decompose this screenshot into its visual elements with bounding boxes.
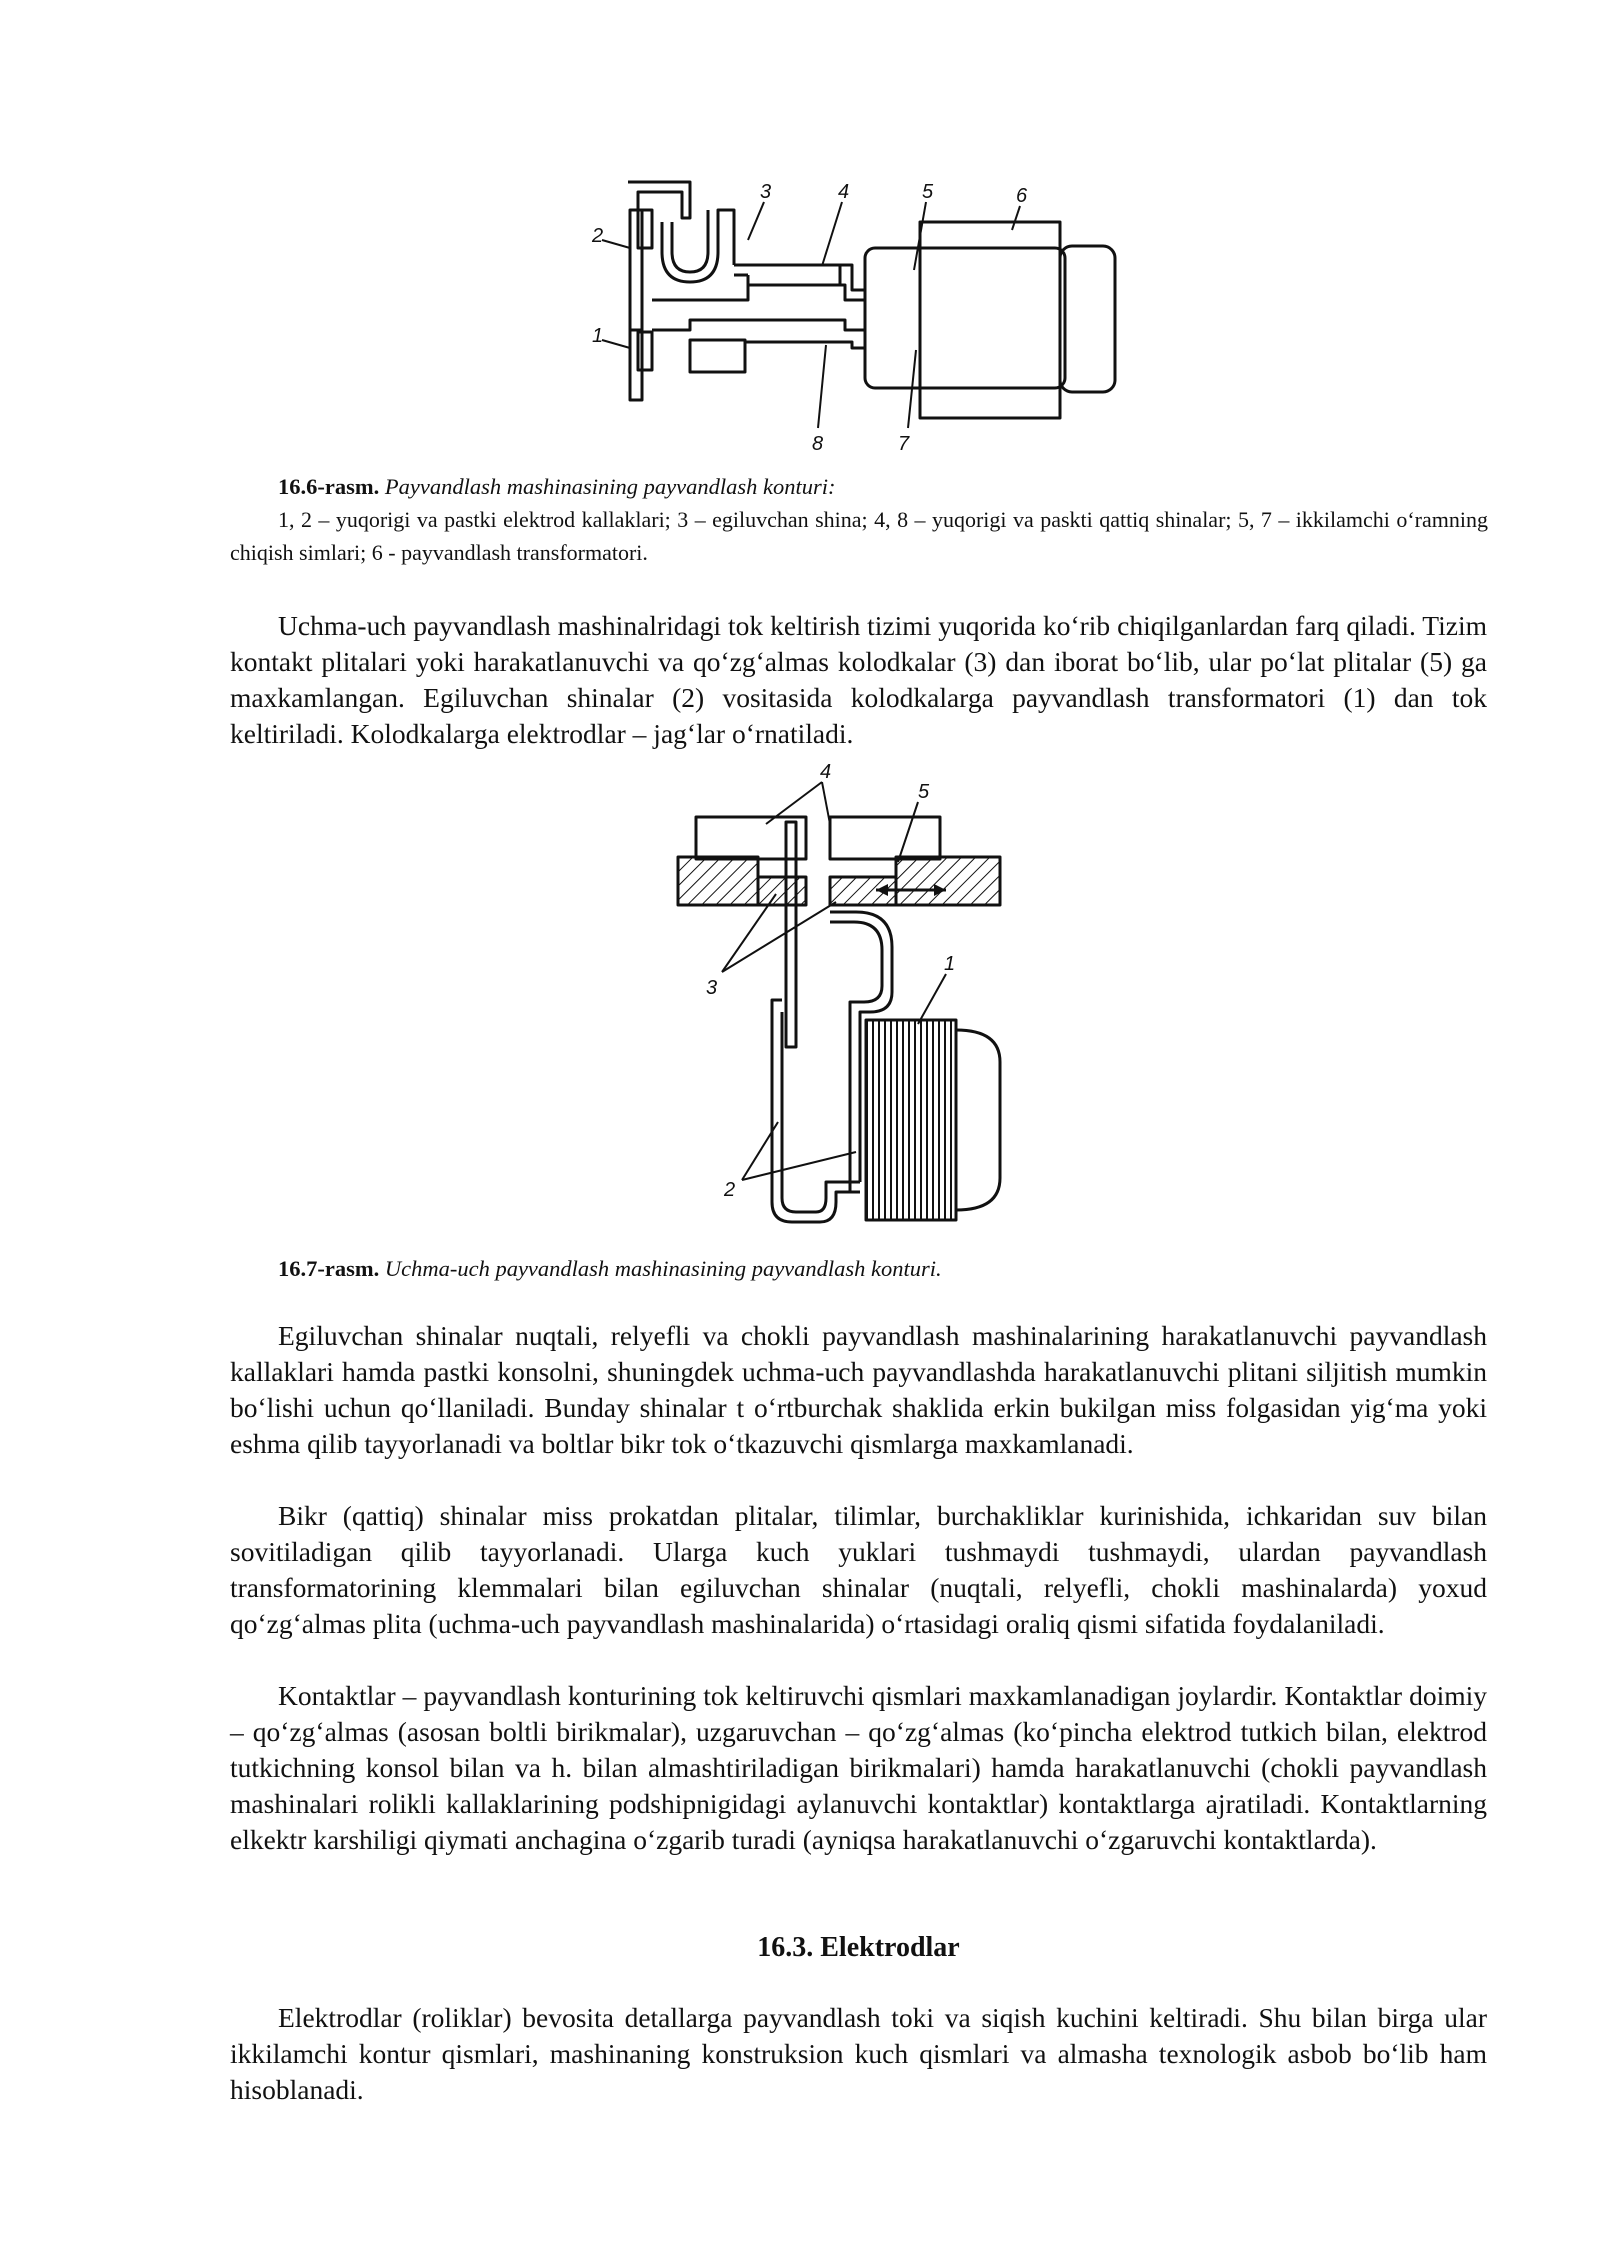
fig2-label-5: 5 xyxy=(918,781,930,803)
paragraph-2: Egiluvchan shinalar nuqtali, relyefli va chokli payvandlash mashinalarining harakatlanuvchi payvandlash kallaklari hamda pastki konsolni, shuningdek uchma-uch payvandlashda harakatlanuvchi plitani siljitish mumkin bo‘lishi uchun qo‘llaniladi. Bunday shinalar t o‘rtburchak shaklida erkin bukilgan miss folgasidan yig‘ma yoki eshma qilib tayyorlanadi va boltlar bikr tok o‘tkazuvchi qismlarga maxkamlanadi. xyxy=(230,1320,1487,1459)
caption-label-2: 16.7-rasm. xyxy=(278,1256,380,1281)
fig1-label-8: 8 xyxy=(812,433,824,455)
fig1-label-4: 4 xyxy=(838,181,850,203)
fig1-label-2: 2 xyxy=(592,225,604,247)
fig1-label-5: 5 xyxy=(922,181,934,203)
caption-title: Payvandlash mashinasining payvandlash konturi: xyxy=(384,474,836,499)
paragraph-4: Kontaktlar – payvandlash konturining tok keltiruvchi qismlari maxkamlanadigan joylardir. Kontaktlar doimiy – qo‘zg‘almas (asosan boltli birikmalar), uzgaruvchan – qo‘zg‘almas (ko‘pincha elektrod tutkich bilan, elektrod tutkichning konsol bilan va h. bilan almashtiriladigan birikmalari) hamda harakatlanuvchi (chokli payvandlash mashinalari rolikli kallaklarining podshipnigidagi aylanuvchi kontaktlar) kontaktlarga ajratiladi. Kontaktlarning elkektr karshiligi qiymati anchagina o‘zgarib turadi (ayniqsa harakatlanuvchi o‘zgaruvchi kontaktlarda). xyxy=(230,1680,1487,1855)
fig2-label-4: 4 xyxy=(820,762,832,783)
fig1-label-1: 1 xyxy=(592,325,604,347)
caption-legend: 1, 2 – yuqorigi va pastki elektrod kallaklari; 3 – egiluvchan shina; 4, 8 – yuqorigi va paskti qattiq shinalar; 5, 7 – ikkilamchi o‘ramning chiqish simlari; 6 - payvandlash transformatori. xyxy=(230,507,1488,565)
fig2-label-1: 1 xyxy=(944,953,956,975)
figure-16-6-caption-title-line xyxy=(278,470,1488,503)
fig1-label-6: 6 xyxy=(1016,185,1028,207)
caption-title-2: Uchma-uch payvandlash mashinasining payvandlash konturi. xyxy=(384,1256,942,1281)
figure-16-6 xyxy=(590,170,1130,460)
figure-16-7-caption xyxy=(278,1252,1488,1285)
figure-16-7 xyxy=(660,762,1020,1232)
paragraph-3: Bikr (qattiq) shinalar miss prokatdan plitalar, tilimlar, burchakliklar kurinishida, ichkaridan suv bilan sovitiladigan qilib tayyorlanadi. Ularga kuch yuklari tushmaydi tushmaydi, ulardan payvandlash transformatorining klemmalari bilan egiluvchan shinalar (nuqtali, relyefli, chokli mashinalarda) yoxud qo‘zg‘almas plita (uchma-uch payvandlash mashinalarida) o‘rtasidagi oraliq qismi sifatida foydalaniladi. xyxy=(230,1500,1487,1639)
welding-contour-diagram-2 xyxy=(660,762,1020,1232)
fig2-label-3: 3 xyxy=(706,977,718,999)
fig1-label-7: 7 xyxy=(898,433,910,455)
paragraph-1: Uchma-uch payvandlash mashinalridagi tok keltirish tizimi yuqorida ko‘rib chiqilganlardan farq qiladi. Tizim kontakt plitalari yoki harakatlanuvchi va qo‘zg‘almas kolodkalar (3) dan iborat bo‘lib, ular po‘lat plitalar (5) ga maxkamlangan. Egiluvchan shinalar (2) vositasida kolodkalarga payvandlash transformatori (1) dan tok keltiriladi. Kolodkalarga elektrodlar – jag‘lar o‘rnatiladi. xyxy=(230,610,1487,749)
fig1-label-3: 3 xyxy=(760,181,772,203)
figure-16-6-caption xyxy=(230,470,1488,569)
fig2-label-2: 2 xyxy=(724,1179,736,1201)
caption-label: 16.6-rasm. xyxy=(278,474,380,499)
paragraph-5: Elektrodlar (roliklar) bevosita detallarga payvandlash toki va siqish kuchini keltiradi. Shu bilan birga ular ikkilamchi kontur qismlari, mashinaning konstruksion kuch qismlari va almasha texnologik asbob bo‘lib ham hisoblanadi. xyxy=(230,2002,1487,2105)
welding-contour-diagram-1 xyxy=(590,170,1130,460)
section-heading: 16.3. Elektrodlar xyxy=(757,1932,960,1963)
